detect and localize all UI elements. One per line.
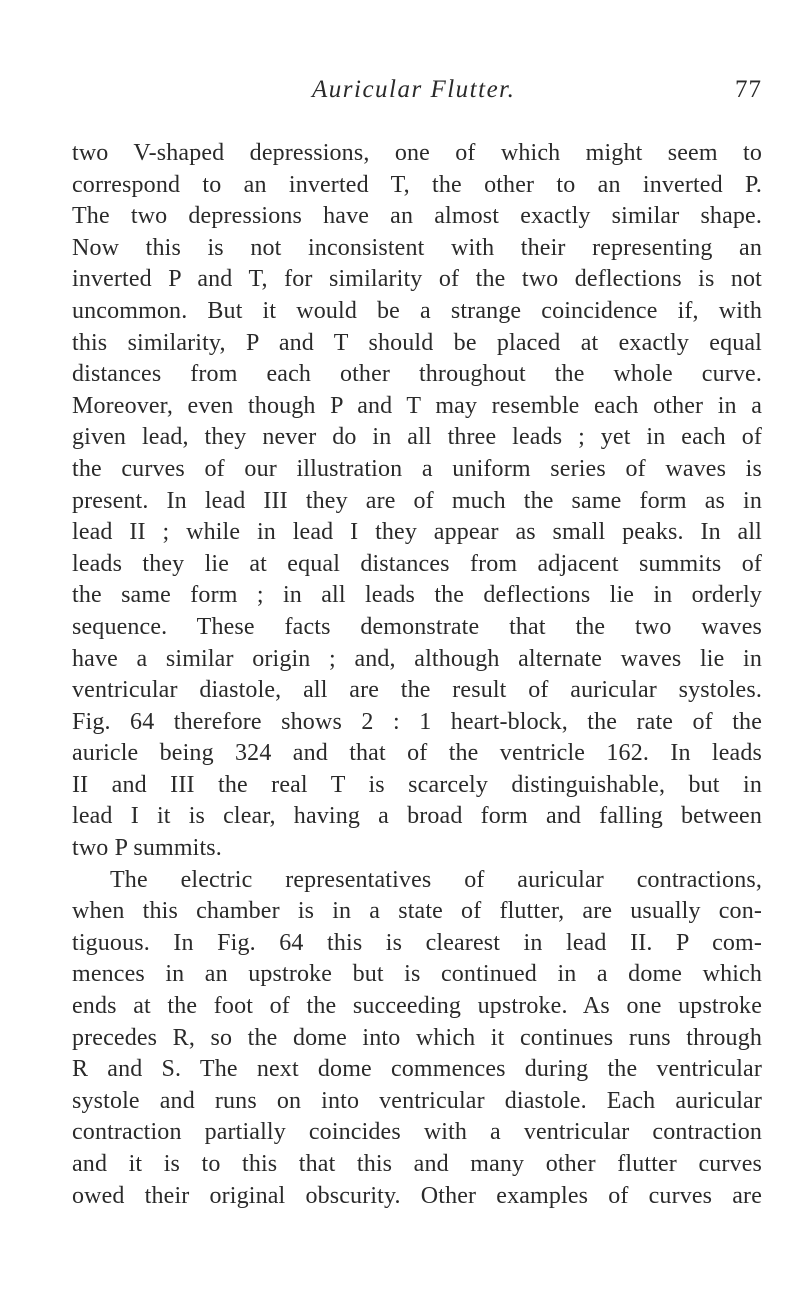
text-line: The electric representatives of auricular contractions, — [110, 866, 762, 893]
text-line: the curves of our illustration a uniform series of waves is — [72, 455, 762, 482]
page-number: 77 — [735, 76, 762, 103]
text-line: have a similar origin ; and, although alternate waves lie in — [72, 645, 762, 672]
text-line: precedes R, so the dome into which it continues runs through — [72, 1024, 762, 1051]
text-line: the same form ; in all leads the deflections lie in orderly — [72, 582, 762, 609]
text-line: leads they lie at equal distances from adjacent summits of — [72, 550, 762, 577]
text-line: inverted P and T, for similarity of the two deflections is not — [72, 266, 762, 293]
text-line: two V-shaped depressions, one of which might seem to — [72, 140, 762, 166]
body-text — [72, 138, 762, 1212]
text-line: auricle being 324 and that of the ventricle 162. In leads — [72, 740, 762, 767]
text-line: tiguous. In Fig. 64 this is clearest in lead II. P com- — [72, 929, 762, 956]
text-line: when this chamber is in a state of flutter, are usually con- — [72, 898, 762, 925]
book-page — [72, 70, 762, 1212]
text-line: Fig. 64 therefore shows 2 : 1 heart-block, the rate of the — [72, 708, 762, 735]
text-line: lead I it is clear, having a broad form and falling between — [72, 803, 762, 830]
paragraph-2 — [72, 865, 762, 1213]
text-line: present. In lead III they are of much the same form as in — [72, 487, 762, 514]
text-line: II and III the real T is scarcely distinguishable, but in — [72, 771, 762, 798]
text-line: Moreover, even though P and T may resemble each other in a — [72, 392, 762, 419]
text-line: Now this is not inconsistent with their representing an — [72, 234, 762, 261]
text-line: uncommon. But it would be a strange coincidence if, with — [72, 297, 762, 324]
text-line: correspond to an inverted T, the other to an inverted P. — [72, 171, 762, 198]
text-line: given lead, they never do in all three leads ; yet in each of — [72, 424, 762, 451]
page-header — [72, 70, 762, 110]
running-title: Auricular Flutter. — [312, 76, 516, 103]
text-line: systole and runs on into ventricular diastole. Each auricular — [72, 1087, 762, 1114]
text-line: this similarity, P and T should be placed at exactly equal — [72, 329, 762, 356]
paragraph-1 — [72, 138, 762, 865]
text-line: ends at the foot of the succeeding upstroke. As one upstroke — [72, 993, 762, 1020]
text-line: The two depressions have an almost exactly similar shape. — [72, 203, 762, 230]
text-line: sequence. These facts demonstrate that the two waves — [72, 613, 762, 640]
text-line: and it is to this that this and many other flutter curves — [72, 1151, 762, 1177]
text-line: two P summits. — [72, 835, 222, 862]
text-line: mences in an upstroke but is continued in a dome which — [72, 961, 762, 988]
text-line: lead II ; while in lead I they appear as small peaks. In all — [72, 519, 762, 546]
text-line: distances from each other throughout the whole curve. — [72, 361, 762, 388]
text-line: R and S. The next dome commences during the ventricular — [72, 1056, 762, 1083]
text-line: owed their original obscurity. Other examples of curves are — [72, 1182, 762, 1209]
text-line: ventricular diastole, all are the result of auricular systoles. — [72, 677, 762, 704]
text-line: contraction partially coincides with a ventricular contraction — [72, 1119, 762, 1146]
